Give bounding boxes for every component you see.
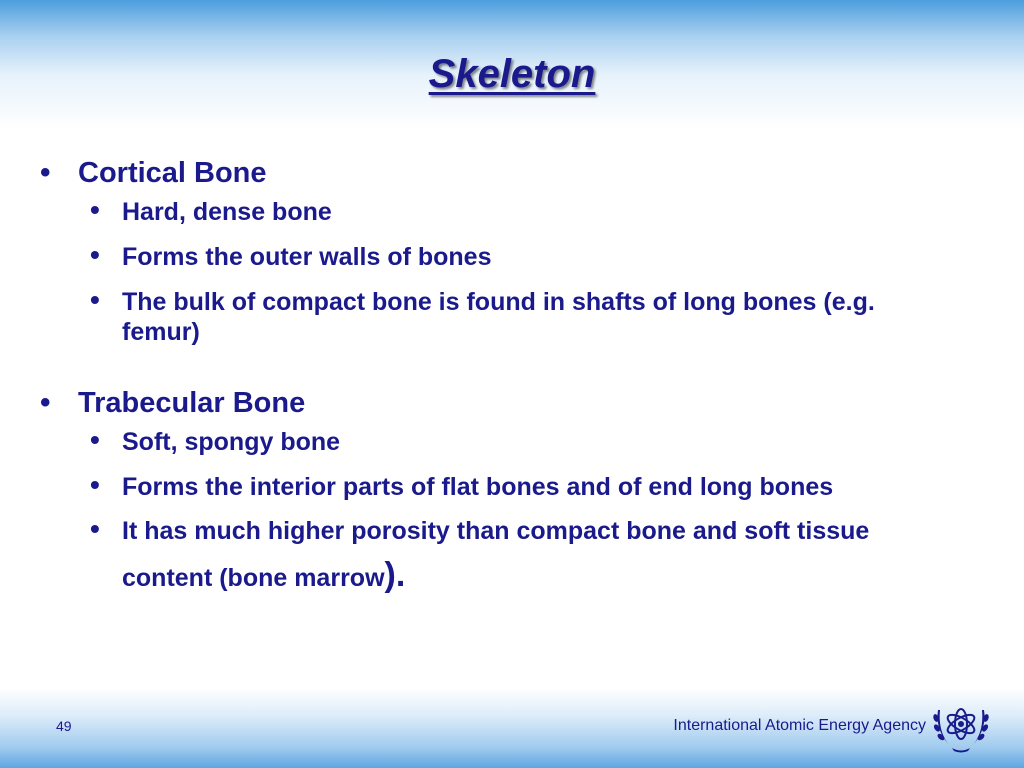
- sub-bullet: [40, 469, 912, 502]
- bullet-heading: Trabecular Bone: [78, 387, 306, 419]
- sub-bullet: [40, 239, 912, 272]
- sub-bullet: [40, 284, 912, 347]
- sub-bullet-text: Hard, dense bone: [122, 198, 332, 226]
- sub-bullet-text: Forms the interior parts of flat bones and of end long bones: [122, 473, 834, 501]
- bullet-dot-icon: •: [90, 284, 100, 315]
- bullet-dot-icon: •: [90, 194, 100, 225]
- sub-bullet-text: Soft, spongy bone: [122, 428, 341, 456]
- bullet-dot-icon: •: [90, 469, 100, 500]
- page-number: 49: [56, 718, 72, 734]
- iaea-atom-laurel-icon: [930, 696, 992, 756]
- sub-bullet: [40, 509, 912, 600]
- bullet-dot-icon: •: [90, 513, 100, 544]
- slide-title: Skeleton: [428, 52, 596, 96]
- sub-bullet-closing: ).: [384, 556, 406, 594]
- sub-bullet-text: Forms the outer walls of bones: [122, 243, 492, 271]
- sub-bullet-text: The bulk of compact bone is found in shafts of long bones (e.g. femur): [122, 288, 875, 346]
- bullet-dot-icon: •: [90, 424, 100, 455]
- bullet-dot-icon: •: [90, 239, 100, 270]
- footer-agency-name: International Atomic Energy Agency: [673, 717, 926, 734]
- sub-bullet-text: It has much higher porosity than compact bone and soft tissue content (bone marrow: [122, 517, 870, 592]
- bullet-heading: Cortical Bone: [78, 157, 267, 189]
- sub-bullet: [40, 424, 912, 457]
- bullet-dot-icon: •: [40, 156, 51, 189]
- bullet-trabecular-bone: [40, 385, 940, 421]
- bullet-dot-icon: •: [40, 386, 51, 419]
- bullet-cortical-bone: [40, 155, 940, 191]
- slide-body: [40, 155, 940, 615]
- sub-bullet: [40, 194, 912, 227]
